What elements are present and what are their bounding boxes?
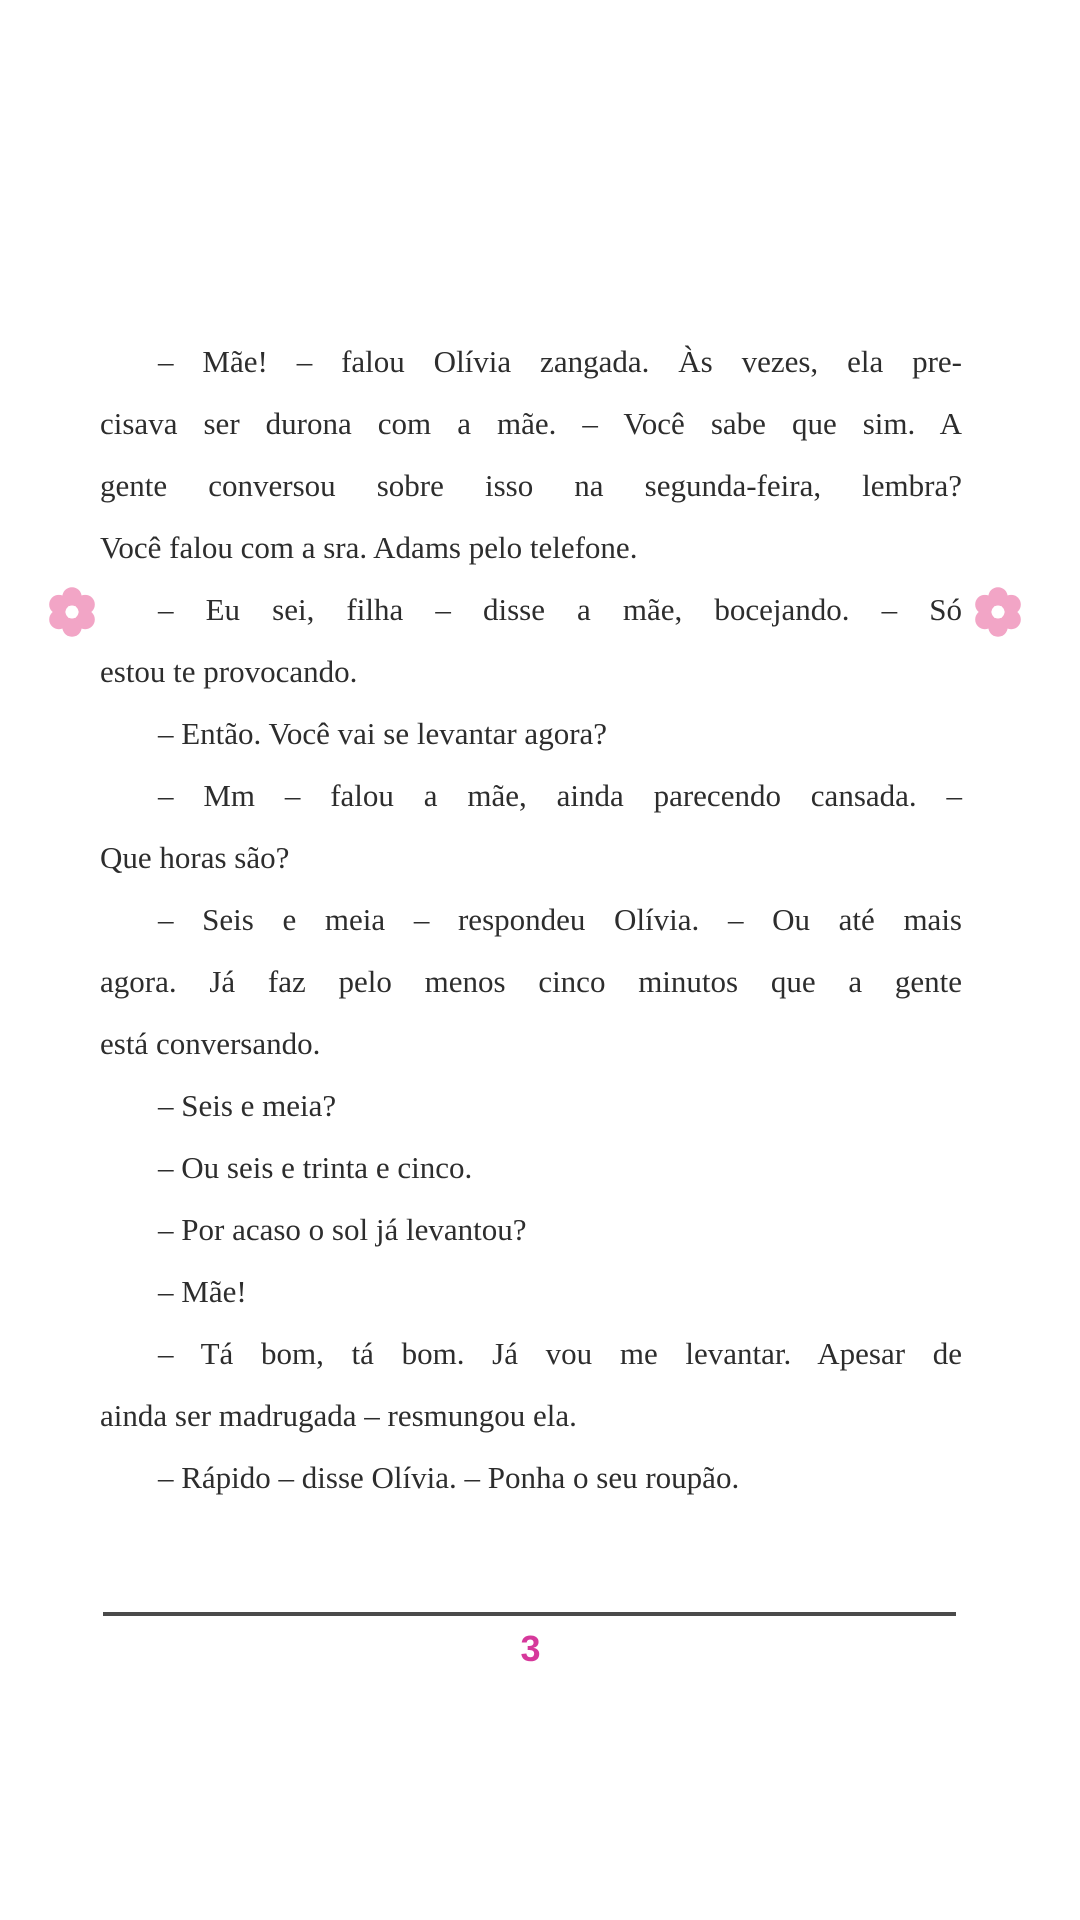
text-line: – Tá bom, tá bom. Já vou me levantar. Apesar de [158,1336,962,1371]
paragraph [100,331,962,579]
flower-icon [973,587,1023,637]
page-text [100,331,962,1509]
paragraph [100,1261,962,1323]
paragraph [100,1137,962,1199]
flower-icon [47,587,97,637]
paragraph [100,1075,962,1137]
paragraph [100,1447,962,1509]
text-line: – Mãe! [158,1274,247,1309]
paragraph [100,1199,962,1261]
footer-divider [103,1612,956,1616]
text-line: – Seis e meia – respondeu Olívia. – Ou até mais [158,902,962,937]
text-line: agora. Já faz pelo menos cinco minutos que a gente [100,964,962,999]
text-line: – Seis e meia? [158,1088,337,1123]
paragraph [100,1323,962,1447]
text-line: – Ou seis e trinta e cinco. [158,1150,473,1185]
text-line: – Então. Você vai se levantar agora? [158,716,608,751]
paragraph [100,889,962,1075]
text-line: – Eu sei, filha – disse a mãe, bocejando. – Só [158,592,962,627]
text-line: Você falou com a sra. Adams pelo telefone. [100,530,638,565]
text-line: está conversando. [100,1026,321,1061]
text-line: estou te provocando. [100,654,358,689]
text-line: – Rápido – disse Olívia. – Ponha o seu roupão. [158,1460,740,1495]
page-number: 3 [520,1628,542,1669]
text-line: gente conversou sobre isso na segunda-feira, lembra? [100,468,962,503]
paragraph [100,765,962,889]
text-line: – Por acaso o sol já levantou? [158,1212,527,1247]
paragraph [100,703,962,765]
text-line: Que horas são? [100,840,290,875]
text-line: – Mãe! – falou Olívia zangada. Às vezes, ela pre- [158,344,962,379]
text-line: ainda ser madrugada – resmungou ela. [100,1398,577,1433]
text-line: cisava ser durona com a mãe. – Você sabe que sim. A [100,406,962,441]
text-line: – Mm – falou a mãe, ainda parecendo cansada. – [158,778,962,813]
paragraph [100,579,962,703]
